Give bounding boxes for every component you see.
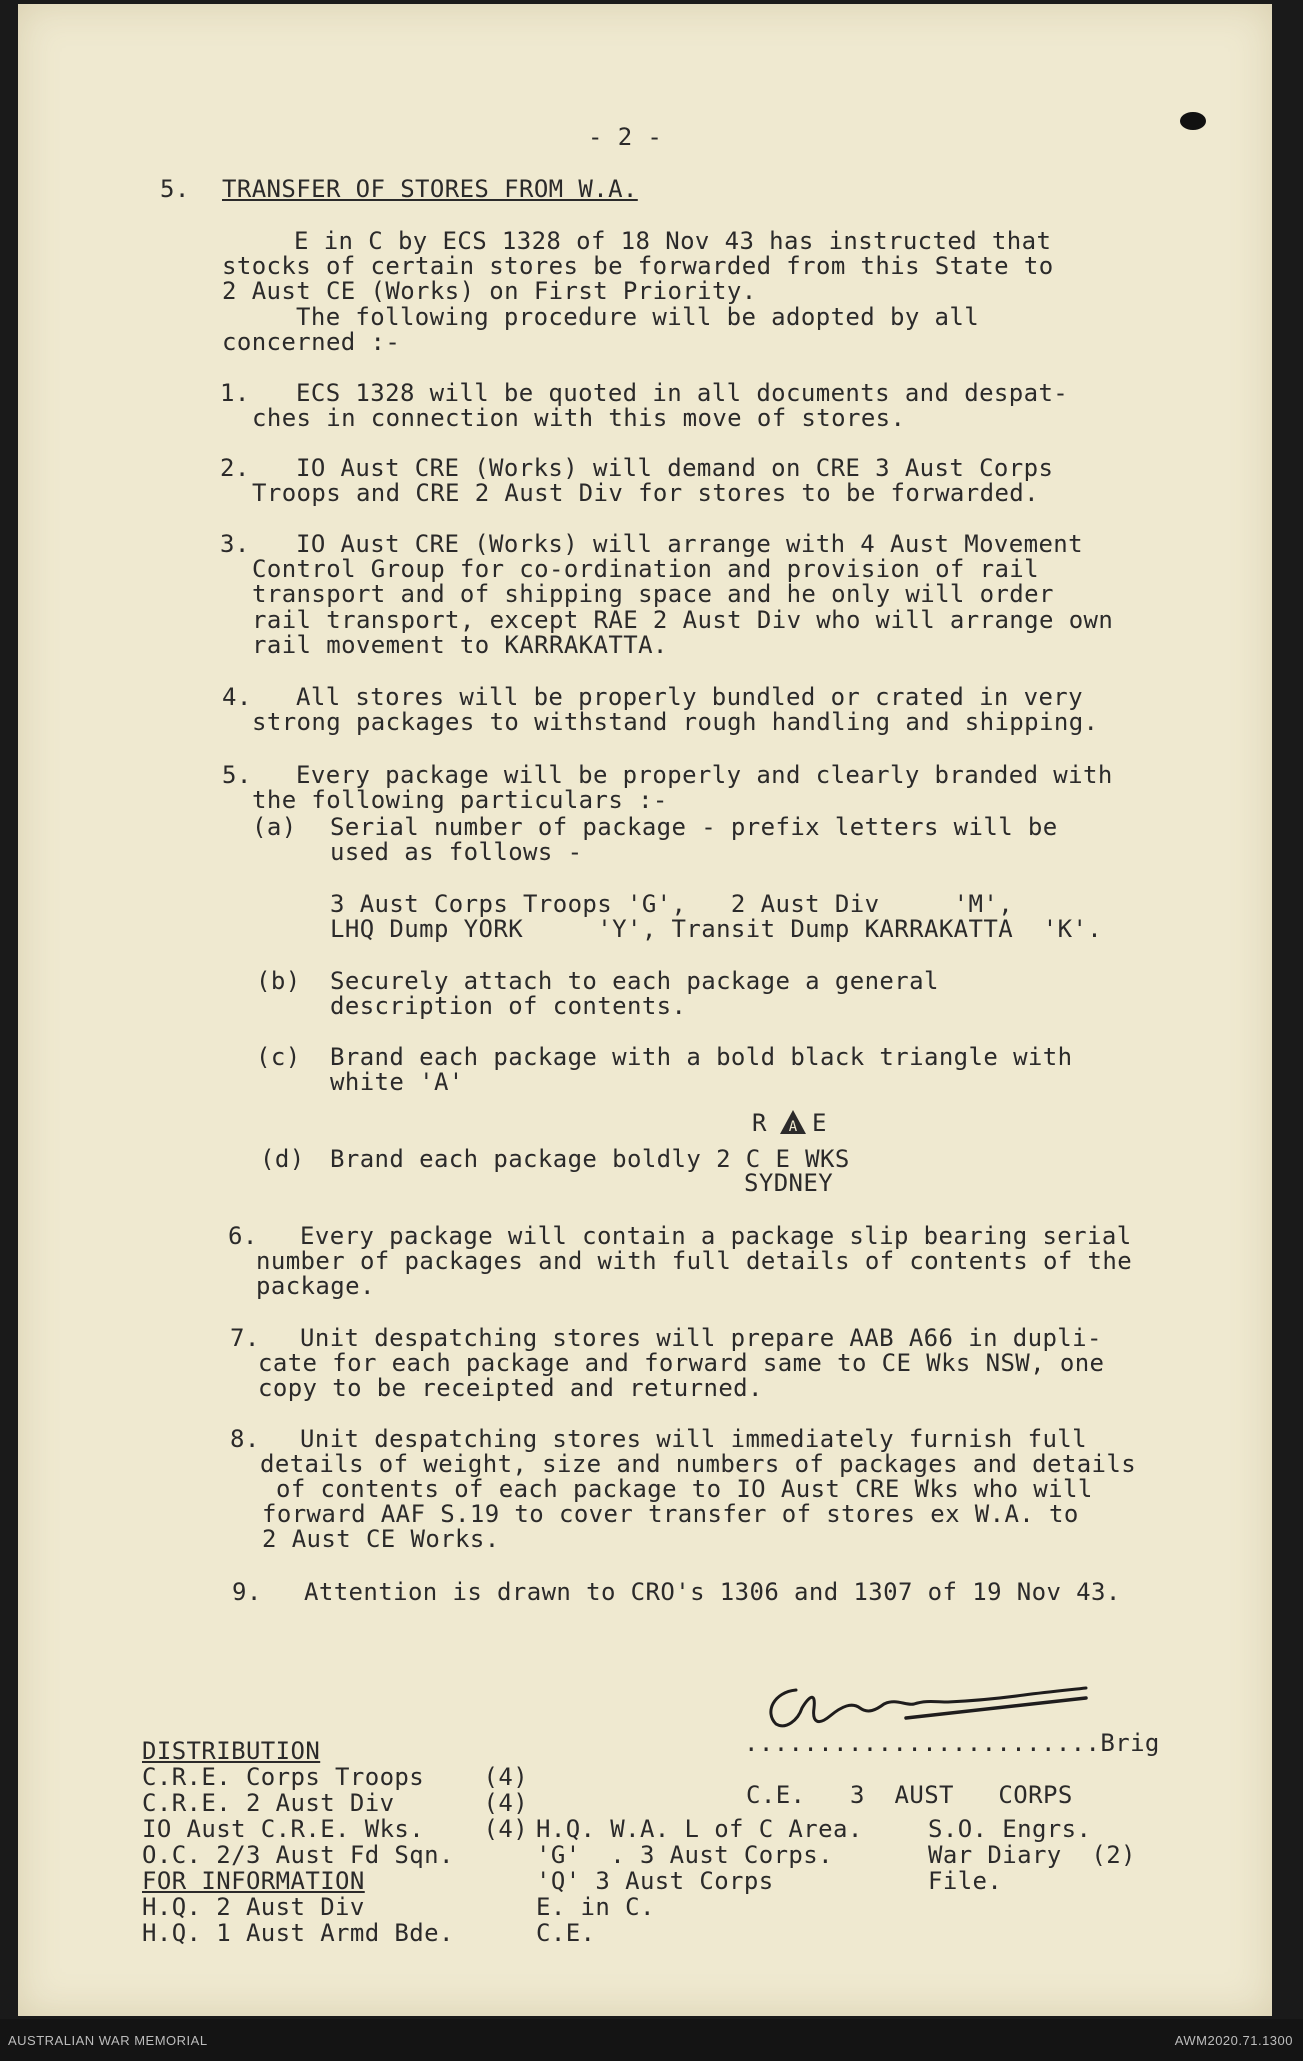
item-line: ECS 1328 will be quoted in all documents and despat-: [296, 379, 1069, 407]
intro-line: 2 Aust CE (Works) on First Priority.: [222, 277, 757, 305]
item-line: strong packages to withstand rough handling and shipping.: [252, 708, 1099, 736]
item-number: 3.: [220, 530, 250, 558]
sub-item-line: Securely attach to each package a general: [330, 967, 939, 995]
item-line: ches in connection with this move of stores.: [252, 404, 906, 432]
archive-footer: [0, 2019, 1303, 2061]
footer-institution: AUSTRALIAN WAR MEMORIAL: [8, 2033, 208, 2048]
item-line: details of weight, size and numbers of packages and details: [260, 1450, 1137, 1478]
item-number: 8.: [230, 1425, 260, 1453]
sub-item-label: (d): [260, 1145, 305, 1173]
item-line: cate for each package and forward same to CE Wks NSW, one: [258, 1349, 1105, 1377]
item-line: of contents of each package to IO Aust CRE Wks who will: [276, 1475, 1093, 1503]
item-line: the following particulars :-: [252, 786, 668, 814]
distribution-entry: IO Aust C.R.E. Wks. (4): [142, 1815, 529, 1843]
sub-item-line: description of contents.: [330, 992, 687, 1020]
sub-item-label: (c): [256, 1043, 301, 1071]
signatory-title: C.E. 3 AUST CORPS: [746, 1781, 1073, 1809]
item-line: Unit despatching stores will immediately furnish full: [300, 1425, 1088, 1453]
footer-accession-number: AWM2020.71.1300: [1174, 2033, 1293, 2048]
item-line: Unit despatching stores will prepare AAB A66 in dupli-: [300, 1324, 1102, 1352]
intro-line: The following procedure will be adopted by all: [296, 303, 980, 331]
item-number: 1.: [220, 379, 250, 407]
distribution-entry: C.R.E. 2 Aust Div (4): [142, 1789, 529, 1817]
item-line: transport and of shipping space and he only will order: [252, 580, 1054, 608]
signature-line: ........................Brig: [744, 1729, 1160, 1757]
distribution-entry: 'G' . 3 Aust Corps.: [536, 1841, 833, 1869]
prefix-line: LHQ Dump YORK 'Y', Transit Dump KARRAKATTA 'K'.: [330, 915, 1103, 943]
sub-item-line: used as follows -: [330, 838, 583, 866]
section-number: 5.: [160, 175, 190, 203]
item-line: Every package will contain a package slip bearing serial: [300, 1222, 1132, 1250]
info-heading: FOR INFORMATION: [142, 1867, 365, 1895]
sub-item-line: Brand each package with a bold black triangle with: [330, 1043, 1073, 1071]
item-line: All stores will be properly bundled or crated in very: [296, 683, 1084, 711]
item-line: IO Aust CRE (Works) will arrange with 4 Aust Movement: [296, 530, 1084, 558]
item-number: 5.: [222, 761, 252, 789]
brand-triangle-icon: [779, 1109, 807, 1135]
item-line: Control Group for co-ordination and provision of rail: [252, 555, 1040, 583]
sub-item-line: white 'A': [330, 1068, 464, 1096]
punch-hole: [1180, 112, 1206, 130]
item-line: Every package will be properly and clearly branded with: [296, 761, 1113, 789]
distribution-entry: C.R.E. Corps Troops (4): [142, 1763, 529, 1791]
item-line: rail movement to KARRAKATTA.: [252, 631, 668, 659]
brand-top-right: E: [812, 1109, 827, 1137]
sub-item-label: (b): [256, 967, 301, 995]
item-line: copy to be receipted and returned.: [258, 1374, 763, 1402]
item-line: package.: [256, 1272, 375, 1300]
prefix-line: 3 Aust Corps Troops 'G', 2 Aust Div 'M',: [330, 890, 1014, 918]
distribution-entry: H.Q. W.A. L of C Area.: [536, 1815, 863, 1843]
distribution-entry: 'Q' 3 Aust Corps: [536, 1867, 774, 1895]
item-line: Attention is drawn to CRO's 1306 and 1307 of 19 Nov 43.: [304, 1578, 1121, 1606]
info-entry: H.Q. 1 Aust Armd Bde.: [142, 1919, 454, 1947]
distribution-entry: E. in C.: [536, 1893, 655, 1921]
item-line: Troops and CRE 2 Aust Div for stores to be forwarded.: [252, 479, 1040, 507]
intro-line: concerned :-: [222, 328, 401, 356]
item-number: 6.: [228, 1222, 258, 1250]
item-line: number of packages and with full details of contents of the: [256, 1247, 1133, 1275]
item-line: rail transport, except RAE 2 Aust Div who will arrange own: [252, 606, 1114, 634]
brand-top-left: R: [752, 1109, 767, 1137]
distribution-entry: War Diary (2): [928, 1841, 1136, 1869]
intro-line: E in C by ECS 1328 of 18 Nov 43 has instructed that: [294, 227, 1052, 255]
info-entry: H.Q. 2 Aust Div: [142, 1893, 365, 1921]
item-line: 2 Aust CE Works.: [262, 1525, 500, 1553]
intro-line: stocks of certain stores be forwarded from this State to: [222, 252, 1054, 280]
item-line: IO Aust CRE (Works) will demand on CRE 3 Aust Corps: [296, 454, 1054, 482]
section-title: TRANSFER OF STORES FROM W.A.: [222, 175, 638, 203]
distribution-entry: O.C. 2/3 Aust Fd Sqn.: [142, 1841, 454, 1869]
distribution-entry: C.E.: [536, 1919, 596, 1947]
page-number: - 2 -: [588, 123, 663, 151]
item-number: 2.: [220, 454, 250, 482]
sub-item-label: (a): [252, 813, 297, 841]
distribution-entry: File.: [928, 1867, 1003, 1895]
distribution-entry: S.O. Engrs.: [928, 1815, 1092, 1843]
sub-item-line: Brand each package boldly 2 C E WKS: [330, 1145, 850, 1173]
item-line: forward AAF S.19 to cover transfer of stores ex W.A. to: [262, 1500, 1079, 1528]
item-number: 7.: [230, 1324, 260, 1352]
distribution-heading: DISTRIBUTION: [142, 1737, 321, 1765]
item-number: 4.: [222, 683, 252, 711]
sub-item-line: Serial number of package - prefix letters will be: [330, 813, 1058, 841]
brand-triangle-letter: A: [788, 1119, 798, 1135]
brand-bottom: SYDNEY: [744, 1169, 834, 1197]
item-number: 9.: [232, 1578, 262, 1606]
